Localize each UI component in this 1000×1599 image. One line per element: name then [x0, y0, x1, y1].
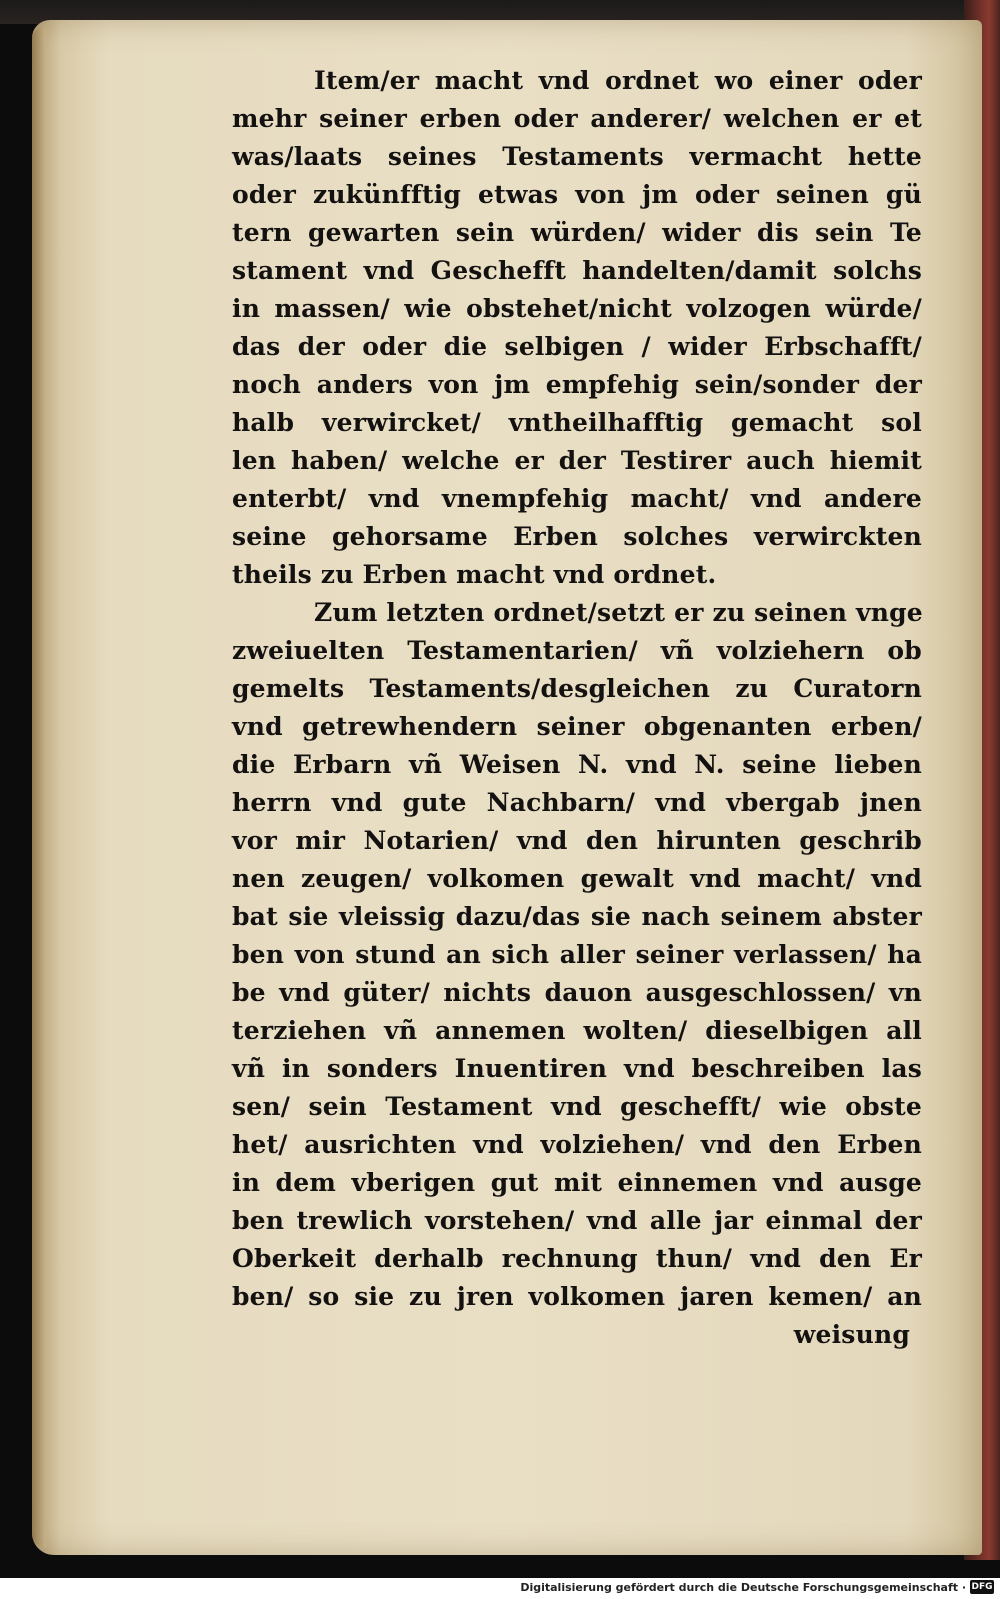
text-line: sen/ sein Testament vnd geschefft/ wie obste	[232, 1092, 922, 1121]
text-line: gemelts Testaments/desgleichen zu Curatorn	[232, 674, 922, 703]
text-line: vor mir Notarien/ vnd den hirunten geschrib	[232, 826, 922, 855]
text-line: zweiuelten Testamentarien/ vñ volziehern ob	[232, 636, 922, 665]
text-line: vnd getrewhendern seiner obgenanten erben/	[232, 712, 922, 741]
text-line: ben/ so sie zu jren volkomen jaren kemen/ an	[232, 1282, 922, 1311]
text-line: halb verwircket/ vntheilhafftig gemacht sol	[232, 408, 922, 437]
text-line: len haben/ welche er der Testirer auch hiemit	[232, 446, 922, 475]
text-line: nen zeugen/ volkomen gewalt vnd macht/ vnd	[232, 864, 922, 893]
text-line: enterbt/ vnd vnempfehig macht/ vnd andere	[232, 484, 922, 513]
text-line: ben von stund an sich aller seiner verlassen/ ha	[232, 940, 922, 969]
text-line: Zum letzten ordnet/setzt er zu seinen vnge	[314, 598, 923, 627]
text-line: das der oder die selbigen / wider Erbschafft/	[232, 332, 922, 361]
text-line: in dem vberigen gut mit einnemen vnd ausge	[232, 1168, 922, 1197]
text-line: vñ in sonders Inuentiren vnd beschreiben las	[232, 1054, 922, 1083]
text-line: terziehen vñ annemen wolten/ dieselbigen all	[232, 1016, 922, 1045]
text-line: noch anders von jm empfehig sein/sonder der	[232, 370, 922, 399]
text-line: theils zu Erben macht vnd ordnet.	[232, 560, 717, 589]
page-stack-edge	[32, 28, 46, 1548]
dfg-logo: DFG	[971, 1582, 993, 1592]
text-line: was/laats seines Testaments vermacht hette	[232, 142, 922, 171]
text-line: het/ ausrichten vnd volziehen/ vnd den Erben	[232, 1130, 922, 1159]
text-line: herrn vnd gute Nachbarn/ vnd vbergab jnen	[232, 788, 922, 817]
catchword: weisung	[793, 1320, 910, 1349]
text-line: in massen/ wie obstehet/nicht volzogen würde/	[232, 294, 922, 323]
text-line: oder zukünfftig etwas von jm oder seinen gü	[232, 180, 922, 209]
text-line: Item/er macht vnd ordnet wo einer oder	[314, 66, 922, 95]
digitization-credit: Digitalisierung gefördert durch die Deutsche Forschungsgemeinschaft ·	[520, 1581, 966, 1594]
text-line: Oberkeit derhalb rechnung thun/ vnd den Er	[232, 1244, 922, 1273]
text-line: be vnd güter/ nichts dauon ausgeschlossen/ vn	[232, 978, 922, 1007]
text-line: stament vnd Geschefft handelten/damit solchs	[232, 256, 922, 285]
text-line: seine gehorsame Erben solches verwirckten	[232, 522, 922, 551]
text-line: die Erbarn vñ Weisen N. vnd N. seine lieben	[232, 750, 922, 779]
text-line: bat sie vleissig dazu/das sie nach seinem abster	[232, 902, 922, 931]
text-line: ben trewlich vorstehen/ vnd alle jar einmal der	[232, 1206, 922, 1235]
text-line: tern gewarten sein würden/ wider dis sein Te	[232, 218, 922, 247]
text-line: mehr seiner erben oder anderer/ welchen er et	[232, 104, 922, 133]
page-text	[232, 62, 922, 1354]
